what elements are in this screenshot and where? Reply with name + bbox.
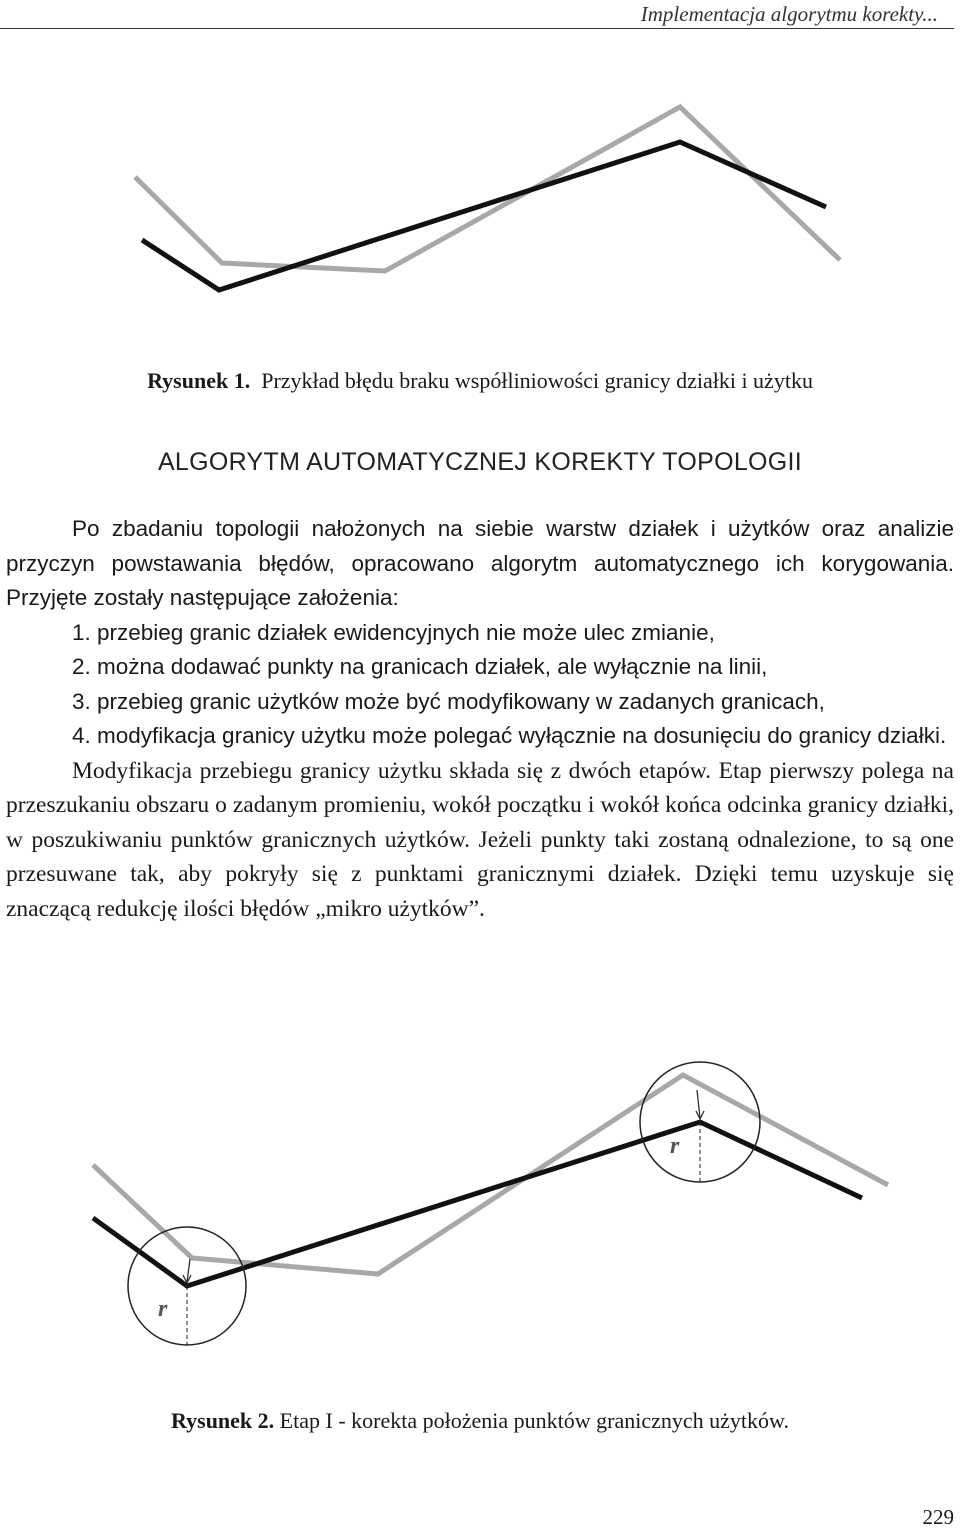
- page-number: 229: [922, 1505, 954, 1529]
- assumption-item-2: 2. można dodawać punkty na granicach działek, ale wyłącznie na linii,: [72, 654, 768, 679]
- figure-2-caption-text: Etap I - korekta położenia punktów granicznych użytków.: [279, 1408, 789, 1433]
- assumption-item-4: 4. modyfikacja granicy użytku może polegać wyłącznie na dosunięciu do granicy działki.: [72, 723, 947, 748]
- figure-2-caption: [0, 1408, 960, 1434]
- running-title: Implementacja algorytmu korekty...: [640, 2, 938, 26]
- running-header: [0, 0, 954, 29]
- assumption-item-1: 1. przebieg granic działek ewidencyjnych nie może ulec zmianie,: [72, 619, 715, 645]
- figure-2-diagram: [0, 1060, 960, 1360]
- figure-1-diagram: [0, 95, 960, 305]
- intro-paragraph: Po zbadaniu topologii nałożonych na siebie warstw działek i użytków oraz analizie przyczyn powstawania błędów, opracowano algorytm automatycznego ich korygowania. Przyjęte zostały następujące założenia:: [6, 516, 954, 610]
- method-paragraph: Modyfikacja przebiegu granicy użytku składa się z dwóch etapów. Etap pierwszy polega na przeszukaniu obszaru o zadanym promieniu, wokół początku i wokół końca odcinka granicy działki, w poszukiwaniu punktów granicznych użytków. Jeżeli punkty taki zostaną odnalezione, to są one przesuwane tak, aby pokryły się z punktami granicznymi działek. Dzięki temu uzyskuje się znaczącą redukcję ilości błędów „mikro użytków”.: [6, 757, 954, 922]
- figure-1-caption: [0, 368, 960, 394]
- radius-label-start: r: [158, 1296, 168, 1322]
- landuse-boundary-line: [135, 107, 840, 271]
- assumption-item-3: 3. przebieg granic użytków może być modyfikowany w zadanych granicach,: [72, 688, 825, 714]
- radius-label-end: r: [670, 1133, 680, 1159]
- body-text: [6, 512, 954, 926]
- figure-1-caption-label: Rysunek 1.: [147, 368, 251, 393]
- figure-2-caption-label: Rysunek 2.: [171, 1408, 275, 1433]
- landuse-boundary-line: [93, 1075, 888, 1274]
- figure-1-caption-text: Przykład błędu braku współliniowości granicy działki i użytku: [261, 368, 813, 393]
- section-title: ALGORYTM AUTOMATYCZNEJ KOREKTY TOPOLOGII: [157, 448, 803, 476]
